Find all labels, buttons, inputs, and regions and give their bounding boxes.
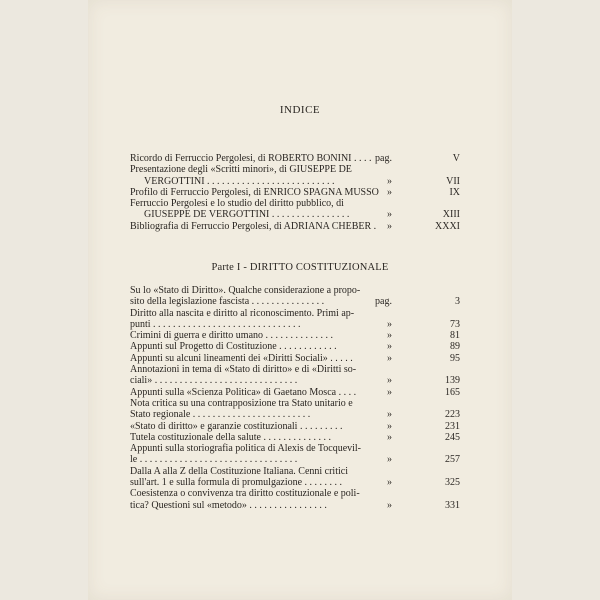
toc-line [130,443,460,454]
toc-line [130,375,460,386]
page-prefix: » [387,209,392,221]
toc-line [130,209,460,220]
part1-entries-list [130,285,460,511]
page-number: 165 [445,386,460,398]
entry-title: Coesistenza o convivenza tra diritto costituzionale e poli- [130,488,360,500]
page-prefix: » [387,341,392,353]
part1-entry [130,432,460,443]
part1-entry [130,308,460,331]
entry-title: Bibliografia di Ferruccio Pergolesi, di ADRIANA CHEBER . [130,220,377,232]
entry-title: le . . . . . . . . . . . . . . . . . . . . . . . . . . . . . . . . [130,454,298,466]
toc-line [130,364,460,375]
toc-line [130,398,460,409]
toc-line [130,488,460,499]
front-matter-entry [130,198,460,221]
part1-entry [130,341,460,352]
entry-title: Nota critica su una contrapposizione tra Stato unitario e [130,397,353,409]
page-prefix: » [387,330,392,342]
page-number: IX [449,186,460,198]
page-number: XIII [442,209,460,221]
entry-title: Annotazioni in tema di «Stato di diritto» e di «Diritti so- [130,364,357,376]
toc-line [130,164,460,175]
toc-line [130,198,460,209]
front-matter-list [130,153,460,232]
entry-title: Appunti sul Progetto di Costituzione . . . . . . . . . . . . [130,341,337,353]
entry-title: Appunti sulla «Scienza Politica» di Gaetano Mosca . . . . [130,386,357,398]
page-number: 89 [450,341,460,353]
entry-title: Ricordo di Ferruccio Pergolesi, di ROBERTO BONINI . . . . [130,153,372,164]
toc-line [130,319,460,330]
front-matter-entry [130,187,460,198]
toc-line [130,500,460,511]
index-title: INDICE [279,104,321,116]
page-number: 81 [450,330,460,342]
toc-line [130,477,460,488]
entry-title: Tutela costituzionale della salute . . . . . . . . . . . . . . [130,431,331,443]
part1-entry [130,364,460,387]
part1-entry [130,330,460,341]
page-number: 245 [445,431,460,443]
page-prefix: » [387,352,392,364]
page-number: 73 [450,318,460,330]
entry-title: Profilo di Ferruccio Pergolesi, di ENRICO SPAGNA MUSSO [130,186,379,198]
part1-entry [130,488,460,511]
page-prefix: » [387,420,392,432]
entry-title: punti . . . . . . . . . . . . . . . . . . . . . . . . . . . . . . [130,318,301,330]
page-prefix: » [387,220,392,232]
entry-title: VERGOTTINI . . . . . . . . . . . . . . . . . . . . . . . . . . [144,175,335,187]
page-prefix: pag. [375,296,392,308]
page-prefix: » [387,175,392,187]
entry-title: Presentazione degli «Scritti minori», di GIUSEPPE DE [130,164,352,176]
page-prefix: » [387,454,392,466]
entry-title: Diritto alla nascita e diritto al riconoscimento. Primi ap- [130,307,355,319]
toc-line [130,187,460,198]
toc-line [130,454,460,465]
toc-line [130,409,460,420]
entry-title: Appunti su alcuni lineamenti dei «Diritti Sociali» . . . . . [130,352,353,364]
entry-title: Ferruccio Pergolesi e lo studio del diritto pubblico, di [130,198,344,210]
entry-title: Stato regionale . . . . . . . . . . . . . . . . . . . . . . . . [130,409,311,421]
page-prefix: pag. [375,153,392,164]
entry-title: tica? Questioni sul «metodo» . . . . . . . . . . . . . . . . [130,499,327,511]
toc-line [130,221,460,232]
page-number: VII [446,175,460,187]
toc-line [130,466,460,477]
entry-title: Crimini di guerra e diritto umano . . . . . . . . . . . . . . [130,330,334,342]
page-number: 231 [445,420,460,432]
page-number: 139 [445,375,460,387]
page-number: 3 [455,296,460,308]
toc-line [130,296,460,307]
part1-entry [130,353,460,364]
part1-entry [130,285,460,308]
page-prefix: » [387,409,392,421]
toc-line [130,387,460,398]
page-prefix: » [387,386,392,398]
entry-title: sito della legislazione fascista . . . . . . . . . . . . . . . [130,296,325,308]
page-number: V [452,153,460,164]
page-number: XXXI [435,220,460,232]
entry-title: Su lo «Stato di Diritto». Qualche considerazione a propo- [130,285,361,296]
toc-line [130,421,460,432]
page-prefix: » [387,499,392,511]
toc-line [130,153,460,164]
page-number: 257 [445,454,460,466]
part-heading: Parte I - DIRITTO COSTITUZIONALE [211,262,389,273]
page-prefix: » [387,477,392,489]
toc-line [130,432,460,443]
toc-line [130,308,460,319]
toc-line [130,285,460,296]
toc-line [130,353,460,364]
entry-title: Dalla A alla Z della Costituzione Italiana. Cenni critici [130,465,348,477]
front-matter-entry [130,153,460,164]
toc-line [130,176,460,187]
page-prefix: » [387,431,392,443]
part1-entry [130,421,460,432]
part1-entry [130,466,460,489]
page-number: 325 [445,477,460,489]
page-prefix: » [387,318,392,330]
part1-entry [130,398,460,421]
entry-title: GIUSEPPE DE VERGOTTINI . . . . . . . . . . . . . . . . [144,209,350,221]
page-number: 95 [450,352,460,364]
page-prefix: » [387,375,392,387]
toc-line [130,330,460,341]
front-matter-entry [130,164,460,187]
entry-title: «Stato di diritto» e garanzie costituzionali . . . . . . . . . [130,420,343,432]
part1-entry [130,443,460,466]
page-prefix: » [387,186,392,198]
front-matter-entry [130,221,460,232]
entry-title: ciali» . . . . . . . . . . . . . . . . . . . . . . . . . . . . . [130,375,298,387]
entry-title: Appunti sulla storiografia politica di Alexis de Tocquevil- [130,443,362,455]
entry-title: sull'art. 1 e sulla formula di promulgazione . . . . . . . . [130,477,343,489]
toc-line [130,341,460,352]
part1-entry [130,387,460,398]
page-number: 223 [445,409,460,421]
page-number: 331 [445,499,460,511]
